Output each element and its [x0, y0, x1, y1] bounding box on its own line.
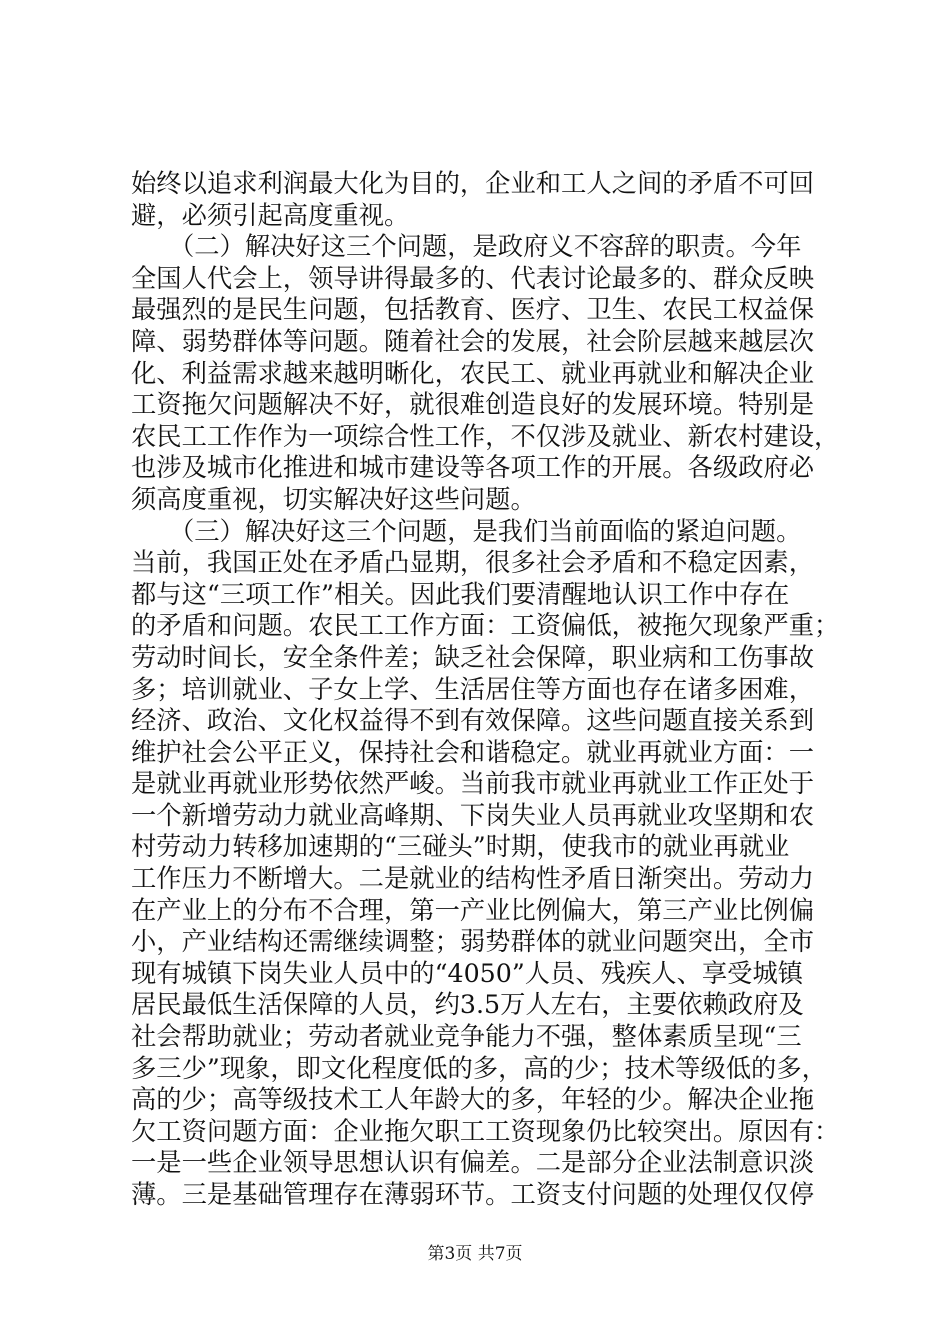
text-line: 欠工资问题方面：企业拖欠职工工资现象仍比较突出。原因有：	[131, 1116, 840, 1146]
text-line: 小，产业结构还需继续调整；弱势群体的就业问题突出，全市	[131, 927, 815, 957]
text-line: 多；培训就业、子女上学、生活居住等方面也存在诸多困难，	[131, 674, 815, 704]
text-line: 始终以追求利润最大化为目的，企业和工人之间的矛盾不可回	[131, 169, 815, 198]
text-line: 化、利益需求越来越明晰化，农民工、就业再就业和解决企业	[131, 358, 815, 388]
text-line: 最强烈的是民生问题，包括教育、医疗、卫生、农民工权益保	[131, 295, 815, 325]
text-line: 高的少；高等级技术工人年龄大的多，年轻的少。解决企业拖	[131, 1085, 815, 1115]
text-line: 一个新增劳动力就业高峰期、下岗失业人员再就业攻坚期和农	[131, 800, 815, 830]
text-line: 一是一些企业领导思想认识有偏差。二是部分企业法制意识淡	[131, 1148, 815, 1178]
text-line: 须高度重视，切实解决好这些问题。	[131, 484, 536, 514]
text-line: （三）解决好这三个问题，是我们当前面临的紧迫问题。	[131, 516, 802, 546]
text-line: 在产业上的分布不合理，第一产业比例偏大，第三产业比例偏	[131, 895, 815, 925]
text-line: 社会帮助就业；劳动者就业竞争能力不强，整体素质呈现“三	[131, 1022, 802, 1052]
text-line: 居民最低生活保障的人员，约3.5万人左右，主要依赖政府及	[131, 990, 804, 1020]
text-line: 村劳动力转移加速期的“三碰头”时期，使我市的就业再就业	[131, 832, 790, 862]
text-line: 当前，我国正处在矛盾凸显期，很多社会矛盾和不稳定因素，	[131, 548, 815, 578]
page-number-footer: 第3页 共7页	[427, 1244, 523, 1264]
text-line: 全国人代会上，领导讲得最多的、代表讨论最多的、群众反映	[131, 263, 815, 293]
text-line: 劳动时间长，安全条件差；缺乏社会保障，职业病和工伤事故	[131, 642, 815, 672]
text-line: 避，必须引起高度重视。	[131, 200, 410, 230]
text-line: 工作压力不断增大。二是就业的结构性矛盾日渐突出。劳动力	[131, 864, 815, 894]
text-line: 障、弱势群体等问题。随着社会的发展，社会阶层越来越层次	[131, 326, 815, 356]
text-line: 维护社会公平正义，保持社会和谐稳定。就业再就业方面：一	[131, 737, 815, 767]
text-line: 农民工工作作为一项综合性工作，不仅涉及就业、新农村建设，	[131, 421, 840, 451]
text-line: 工资拖欠问题解决不好，就很难创造良好的发展环境。特别是	[131, 390, 815, 420]
text-line: 经济、政治、文化权益得不到有效保障。这些问题直接关系到	[131, 706, 815, 736]
text-line: 多三少”现象，即文化程度低的多，高的少；技术等级低的多，	[131, 1053, 827, 1083]
text-line: （二）解决好这三个问题，是政府义不容辞的职责。今年	[131, 232, 802, 262]
body-text	[131, 168, 840, 1211]
text-line: 都与这“三项工作”相关。因此我们要清醒地认识工作中存在	[131, 579, 790, 609]
text-line: 的矛盾和问题。农民工工作方面：工资偏低，被拖欠现象严重；	[131, 611, 840, 641]
text-line: 现有城镇下岗失业人员中的“4050”人员、残疾人、享受城镇	[131, 958, 804, 988]
text-line: 也涉及城市化推进和城市建设等各项工作的开展。各级政府必	[131, 453, 815, 483]
text-line: 薄。三是基础管理存在薄弱环节。工资支付问题的处理仅仅停	[131, 1180, 815, 1209]
text-line: 是就业再就业形势依然严峻。当前我市就业再就业工作正处于	[131, 769, 815, 799]
